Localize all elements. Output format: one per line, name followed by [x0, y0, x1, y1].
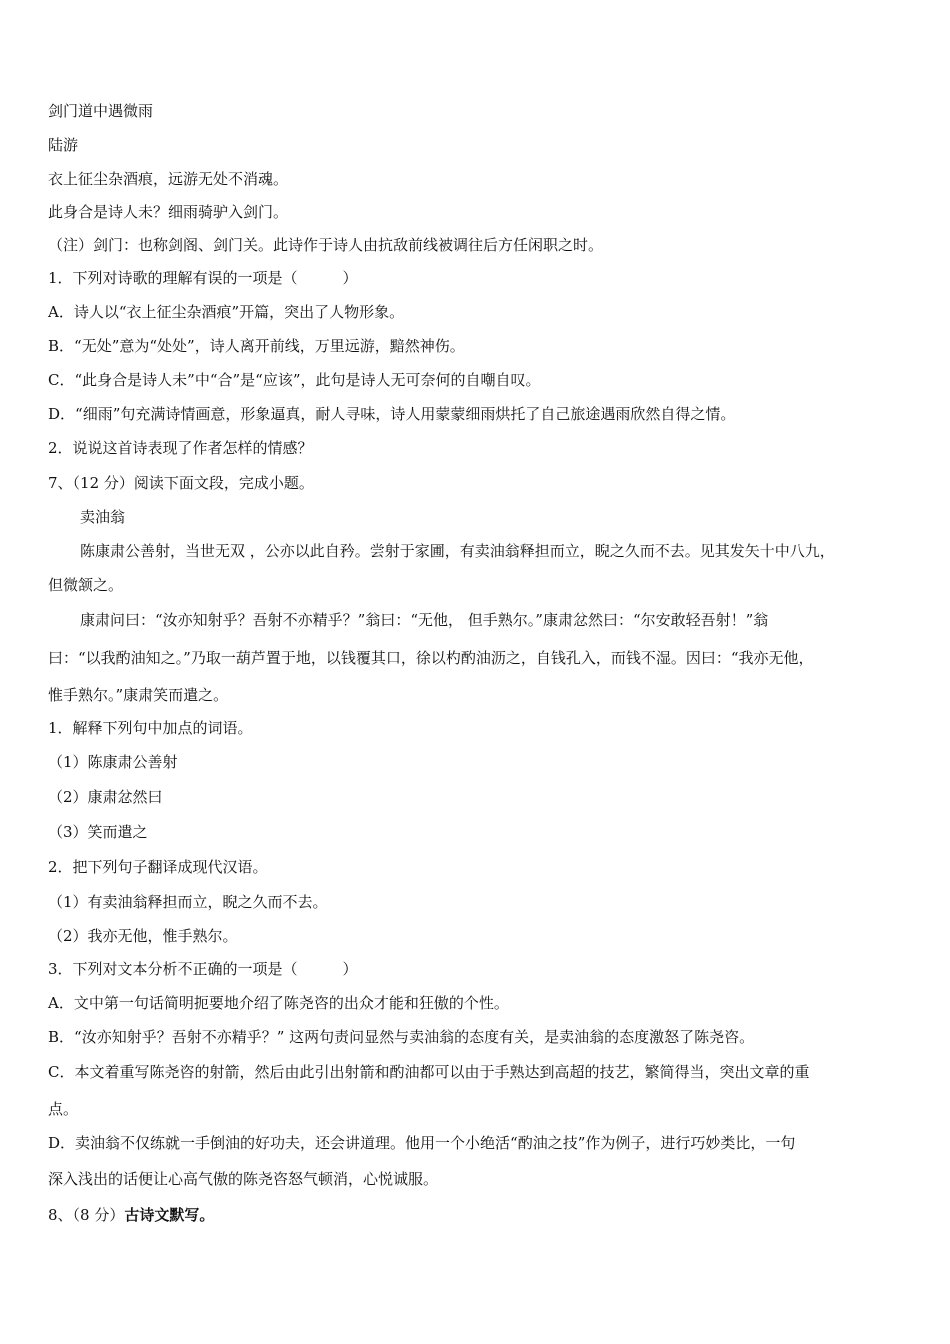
passage-paragraph-2-cont: 曰：“以我酌油知之。”乃取一葫芦置于地，以钱覆其口，徐以杓酌油沥之，自钱孔入，而钱不湿。因曰：“我亦无他， — [48, 649, 814, 667]
passage-paragraph-2-end: 惟手熟尔。”康肃笑而遣之。 — [48, 686, 229, 704]
passage-paragraph-2: 康肃问曰：“汝亦知射乎？吾射不亦精乎？”翁曰：“无他， 但手熟尔。”康肃忿然曰：“尔安敢轻吾射！”翁 — [80, 611, 769, 629]
poem-title: 剑门道中遇微雨 — [48, 102, 154, 120]
question-stem: 1．下列对诗歌的理解有误的一项是（ ） — [48, 269, 358, 287]
option-c: C．“此身合是诗人未”中“合”是“应该”，此句是诗人无可奈何的自嘲自叹。 — [48, 371, 541, 389]
option-b: B．“汝亦知射乎？吾射不亦精乎？” 这两句责问显然与卖油翁的态度有关，是卖油翁的态度激怒了陈尧咨。 — [48, 1028, 755, 1046]
section-8-header — [48, 1205, 908, 1225]
poem-author: 陆游 — [48, 136, 79, 154]
question-stem: 1．解释下列句中加点的词语。 — [48, 719, 253, 737]
passage-paragraph-1-cont: 但微颔之。 — [48, 576, 124, 594]
sub-question: （1）有卖油翁释担而立，睨之久而不去。 — [48, 893, 328, 911]
option-d: D．卖油翁不仅练就一手倒油的好功夫，还会讲道理。他用一个小绝活“酌油之技”作为例子，进行巧妙类比，一句 — [48, 1134, 796, 1152]
option-b: B．“无处”意为“处处”，诗人离开前线，万里远游，黯然神伤。 — [48, 337, 465, 355]
poem-line-2: 此身合是诗人未？细雨骑驴入剑门。 — [48, 203, 289, 221]
sub-question: （3）笑而遣之 — [48, 823, 148, 841]
option-c-cont: 点。 — [48, 1100, 79, 1118]
sub-question: （1）陈康肃公善射 — [48, 753, 178, 771]
poem-note: （注）剑门：也称剑阁、剑门关。此诗作于诗人由抗敌前线被调往后方任闲职之时。 — [48, 236, 604, 254]
section-8-prefix: 8、（8 分） — [48, 1206, 125, 1224]
option-d: D．“细雨”句充满诗情画意，形象逼真，耐人寻味，诗人用蒙蒙细雨烘托了自己旅途遇雨欣然自得之情。 — [48, 405, 736, 423]
question-stem: 2．把下列句子翻译成现代汉语。 — [48, 858, 268, 876]
question-2: 2．说说这首诗表现了作者怎样的情感？ — [48, 439, 313, 457]
section-7-header: 7、（12 分）阅读下面文段，完成小题。 — [48, 474, 314, 492]
passage-paragraph-1: 陈康肃公善射，当世无双 ，公亦以此自矜。尝射于家圃，有卖油翁释担而立，睨之久而不去。见其发矢十中八九， — [80, 542, 835, 560]
option-d-cont: 深入浅出的话便让心高气傲的陈尧咨怒气顿消，心悦诚服。 — [48, 1170, 439, 1188]
passage-title: 卖油翁 — [80, 508, 126, 526]
option-a: A．诗人以“衣上征尘杂酒痕”开篇，突出了人物形象。 — [48, 303, 405, 321]
option-a: A．文中第一句话简明扼要地介绍了陈尧咨的出众才能和狂傲的个性。 — [48, 994, 509, 1012]
option-c: C．本文着重写陈尧咨的射箭，然后由此引出射箭和酌油都可以由于手熟达到高超的技艺，繁简得当，突出文章的重 — [48, 1063, 810, 1081]
question-stem: 3．下列对文本分析不正确的一项是（ ） — [48, 960, 358, 978]
section-8-title: 古诗文默写。 — [124, 1206, 215, 1224]
poem-line-1: 衣上征尘杂酒痕，远游无处不消魂。 — [48, 170, 289, 188]
sub-question: （2）康肃忿然曰 — [48, 788, 163, 806]
sub-question: （2）我亦无他，惟手熟尔。 — [48, 927, 238, 945]
